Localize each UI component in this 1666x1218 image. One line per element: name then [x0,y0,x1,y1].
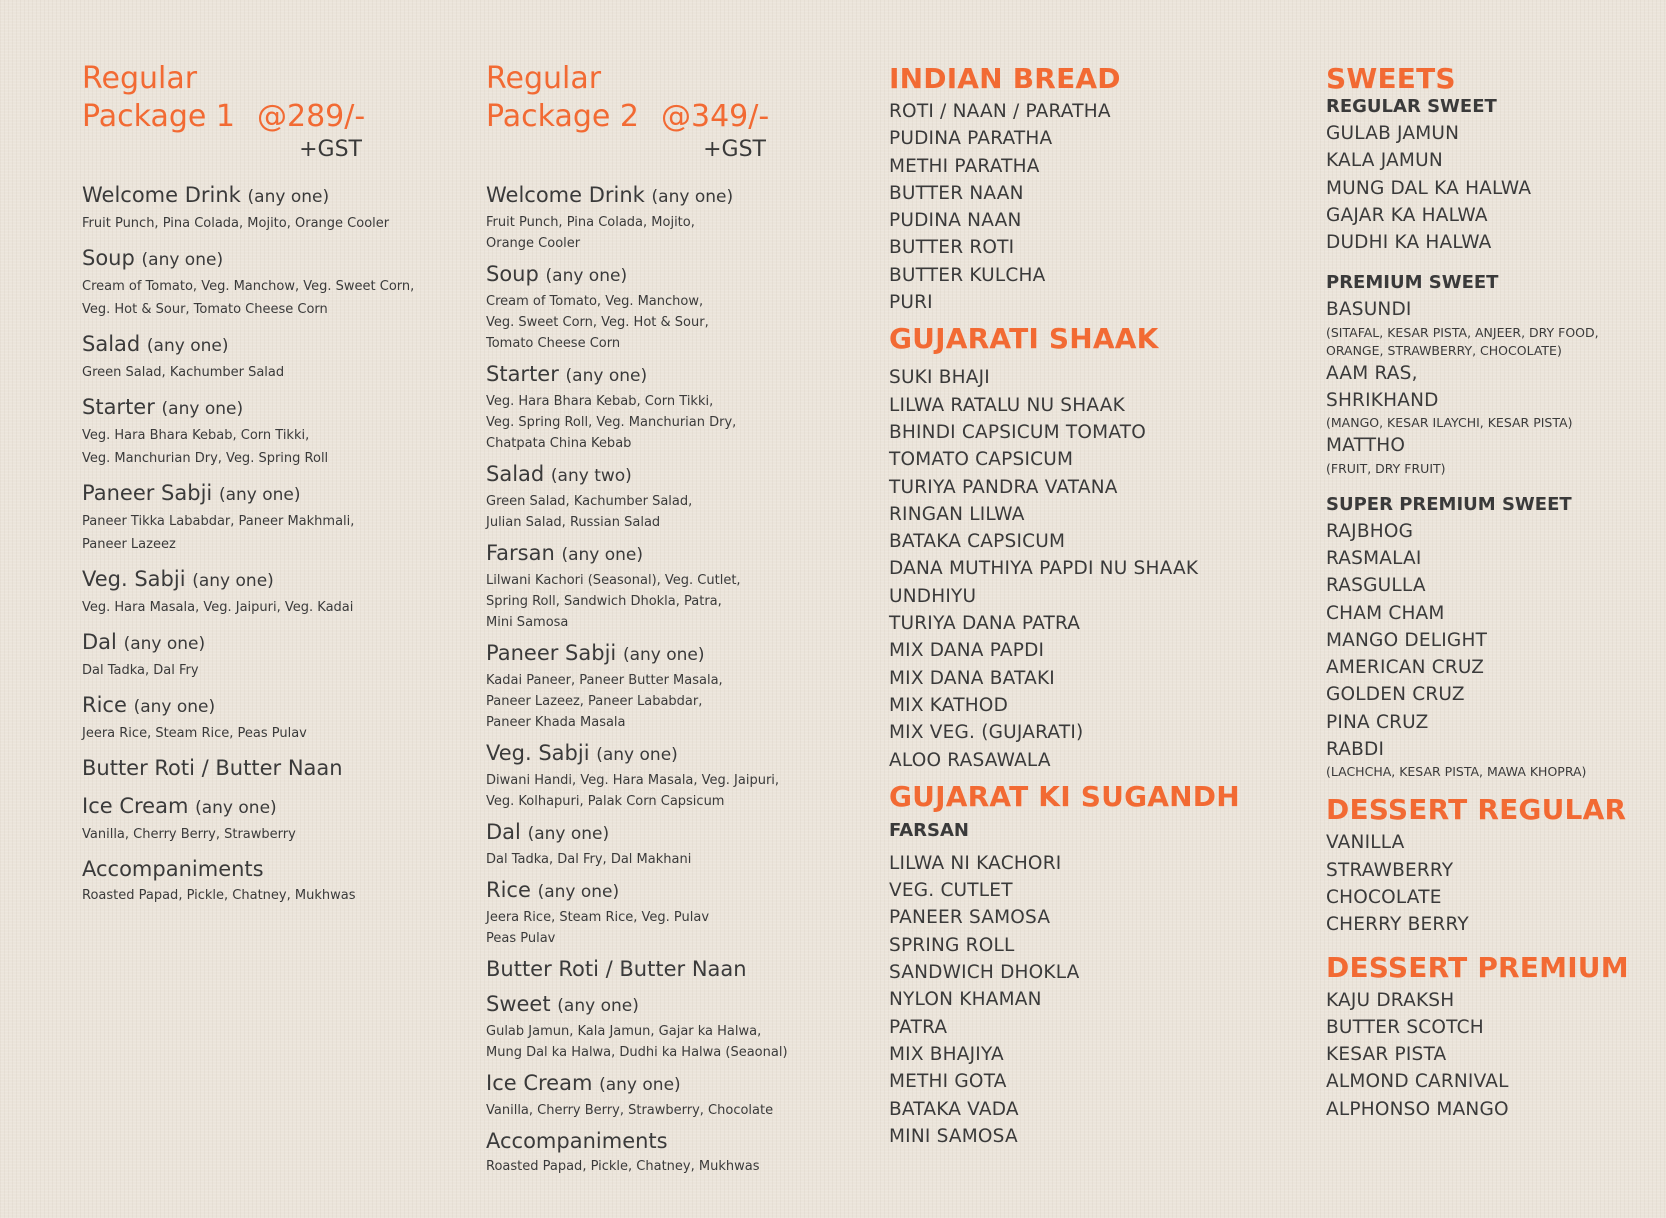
section-heading [486,459,826,491]
gujarati-shaak-list [889,364,1309,773]
section-heading [82,564,442,596]
section-items: Cream of Tomato, Veg. Manchow, Veg. Sweet Corn, [82,279,415,294]
list-item: RASMALAI [1326,547,1422,569]
section-items: Green Salad, Kachumber Salad, [486,494,693,509]
list-item: LILWA NI KACHORI [889,852,1062,874]
menu-section [82,753,442,783]
package-1-title-line1: Regular [82,61,198,96]
menu-section [486,359,826,454]
section-heading [82,392,442,424]
dessert-premium-title: DESSERT PREMIUM [1326,950,1629,984]
package-1-gst: +GST [299,137,362,162]
section-heading-text: Starter [82,395,155,419]
list-item: MIX DANA BATAKI [889,667,1055,689]
section-note: (any one) [192,571,274,591]
section-items: Vanilla, Cherry Berry, Strawberry [82,827,296,842]
section-items: Paneer Lazeez [82,537,176,552]
list-item: SHRIKHAND [1326,390,1439,412]
section-note: (any one) [537,882,620,902]
list-item: UNDHIYU [889,585,977,607]
dessert-regular-list [1326,829,1666,938]
menu-section [486,180,826,254]
list-item: AMERICAN CRUZ [1326,657,1485,679]
section-items: Veg. Kolhapuri, Palak Corn Capsicum [486,794,725,809]
section-heading-text: Paneer Sabji [82,481,213,505]
menu-section [82,180,442,235]
section-heading-text: Butter Roti / Butter Naan [486,957,747,981]
menu-section [486,1126,826,1177]
list-item: MINI SAMOSA [889,1125,1018,1147]
menu-section [82,392,442,470]
list-item: MIX VEG. (GUJARATI) [889,722,1084,744]
menu-section [82,791,442,846]
indian-bread-title: INDIAN BREAD [889,62,1121,95]
regular-sweet-list [1326,120,1666,256]
list-item: PATRA [889,1016,948,1038]
list-item: PANEER SAMOSA [889,907,1051,929]
section-heading [486,259,826,291]
section-heading-text: Welcome Drink [82,183,241,207]
section-heading [486,538,826,570]
section-items: Veg. Manchurian Dry, Veg. Spring Roll [82,451,329,466]
list-item: LILWA RATALU NU SHAAK [889,394,1125,416]
list-item: MIX DANA PAPDI [889,640,1045,662]
section-note: (any one) [161,399,244,419]
item-note: (MANGO, KESAR ILAYCHI, KESAR PISTA) [1326,415,1573,431]
section-heading-text: Accompaniments [82,857,264,881]
section-heading [82,329,442,361]
section-note: (any one) [527,824,610,844]
list-item: BUTTER NAAN [889,182,1024,204]
section-heading [486,954,826,984]
package-2-column [486,60,826,1182]
section-heading [486,638,826,670]
dessert-regular-title: DESSERT REGULAR [1326,793,1627,827]
section-items: Green Salad, Kachumber Salad [82,365,285,380]
section-heading-text: Sweet [486,992,551,1016]
package-1-price: @289/- [256,99,366,134]
section-heading [486,989,826,1021]
section-note: (any one) [565,366,648,386]
section-note: (any one) [622,645,705,665]
section-heading [82,180,442,212]
menu-section [486,954,826,984]
section-items: Kadai Paneer, Paneer Butter Masala, [486,673,723,688]
section-note: (any one) [218,485,301,505]
section-heading [486,359,826,391]
list-item: MANGO DELIGHT [1326,629,1488,651]
list-item: KAJU DRAKSH [1326,989,1455,1011]
column-3 [889,60,1309,1150]
section-items: Paneer Lazeez, Paneer Lababdar, [486,694,703,709]
list-item: METHI PARATHA [889,155,1040,177]
section-heading-text: Dal [486,820,521,844]
section-items: Veg. Hot & Sour, Tomato Cheese Corn [82,302,328,317]
indian-bread-list [889,98,1309,316]
section-heading-text: Ice Cream [486,1071,593,1095]
section-heading-text: Salad [82,332,141,356]
section-items: Diwani Handi, Veg. Hara Masala, Veg. Jaipuri, [486,773,780,788]
section-heading [486,1126,826,1156]
section-heading-text: Paneer Sabji [486,641,617,665]
section-note: (any one) [133,697,216,717]
dessert-premium-list [1326,987,1666,1123]
menu-section [82,854,442,907]
menu-section [486,1068,826,1121]
section-note: (any one) [195,798,277,818]
section-items: Veg. Hara Masala, Veg. Jaipuri, Veg. Kadai [82,600,354,615]
package-2-title-line1: Regular [486,61,602,96]
list-item: BATAKA CAPSICUM [889,531,1066,553]
section-heading-text: Ice Cream [82,794,189,818]
list-item: RINGAN LILWA [889,503,1025,525]
menu-section [82,627,442,682]
farsan-list [889,850,1309,1150]
section-items: Roasted Papad, Pickle, Chatney, Mukhwas [486,1159,760,1174]
section-heading-text: Soup [486,262,539,286]
item-note: (FRUIT, DRY FRUIT) [1326,460,1446,476]
list-item: CHOCOLATE [1326,886,1442,908]
menu-section [486,459,826,533]
section-items: Jeera Rice, Steam Rice, Peas Pulav [82,726,307,741]
list-item: ALOO RASAWALA [889,749,1051,771]
section-items: Julian Salad, Russian Salad [486,515,661,530]
list-item: RABDI [1326,739,1385,761]
section-items: Mini Samosa [486,615,569,630]
package-2-price: @349/- [660,99,770,134]
section-heading [82,753,442,783]
list-item: MATTHO [1326,435,1406,457]
section-items: Paneer Khada Masala [486,715,626,730]
section-items: Roasted Papad, Pickle, Chatney, Mukhwas [82,888,356,903]
list-item: BUTTER KULCHA [889,264,1046,286]
list-item: ALPHONSO MANGO [1326,1098,1509,1120]
list-item: MIX KATHOD [889,694,1009,716]
item-note: (LACHCHA, KESAR PISTA, MAWA KHOPRA) [1326,764,1587,780]
menu-section [82,478,442,556]
farsan-subtitle: FARSAN [889,819,969,841]
list-item: PINA CRUZ [1326,711,1429,733]
package-1-column [82,60,442,915]
list-item: PURI [889,292,933,314]
list-item: BASUNDI [1326,299,1412,321]
sweets-title: SWEETS [1326,62,1456,95]
section-heading-text: Rice [82,693,127,717]
list-item: BATAKA VADA [889,1098,1019,1120]
section-items: Veg. Hara Bhara Kebab, Corn Tikki, [486,394,714,409]
list-item: TOMATO CAPSICUM [889,449,1074,471]
section-items: Veg. Hara Bhara Kebab, Corn Tikki, [82,428,310,443]
section-heading-text: Accompaniments [486,1129,668,1153]
item-note: ORANGE, STRAWBERRY, CHOCOLATE) [1326,342,1562,358]
regular-sweet-subtitle: REGULAR SWEET [1326,96,1497,117]
section-items: Dal Tadka, Dal Fry [82,663,199,678]
list-item: TURIYA PANDRA VATANA [889,476,1118,498]
package-2-gst: +GST [703,137,766,162]
section-heading-text: Butter Roti / Butter Naan [82,756,343,780]
section-items: Vanilla, Cherry Berry, Strawberry, Chocolate [486,1103,774,1118]
section-heading-text: Farsan [486,541,555,565]
section-items: Veg. Spring Roll, Veg. Manchurian Dry, [486,415,737,430]
section-heading [82,854,442,884]
section-items: Mung Dal ka Halwa, Dudhi ka Halwa (Seaonal) [486,1045,788,1060]
premium-sweet-subtitle: PREMIUM SWEET [1326,272,1499,294]
section-note: (any one) [247,187,330,207]
section-note: (any one) [557,996,639,1016]
list-item: SPRING ROLL [889,934,1015,956]
list-item: RASGULLA [1326,575,1426,597]
section-heading-text: Rice [486,878,531,902]
section-heading-text: Veg. Sabji [486,741,590,765]
list-item: TURIYA DANA PATRA [889,613,1081,635]
section-note: (any one) [146,336,229,356]
section-heading [486,817,826,849]
section-items: Orange Cooler [486,236,581,251]
section-heading-text: Veg. Sabji [82,567,186,591]
section-heading-text: Salad [486,462,545,486]
list-item: GULAB JAMUN [1326,123,1460,144]
section-items: Fruit Punch, Pina Colada, Mojito, [486,215,695,230]
list-item: PUDINA PARATHA [889,128,1053,150]
list-item: DUDHI KA HALWA [1326,232,1492,254]
section-heading-text: Welcome Drink [486,183,645,207]
menu-section [486,817,826,870]
section-heading [82,627,442,659]
list-item: PUDINA NAAN [889,210,1022,232]
list-item: KESAR PISTA [1326,1044,1447,1066]
menu-section [486,989,826,1063]
list-item: SANDWICH DHOKLA [889,962,1080,984]
section-note: (any one) [651,187,734,207]
package-2-name: Package 2 [486,99,639,134]
section-items: Gulab Jamun, Kala Jamun, Gajar ka Halwa, [486,1024,762,1039]
section-items: Chatpata China Kebab [486,436,632,451]
section-heading [82,478,442,510]
list-item: RAJBHOG [1326,520,1414,542]
section-items: Jeera Rice, Steam Rice, Veg. Pulav [486,910,710,925]
menu-section [486,538,826,633]
list-item: AAM RAS, [1326,362,1418,384]
section-heading [486,738,826,770]
super-premium-sweet-subtitle: SUPER PREMIUM SWEET [1326,493,1572,515]
section-items: Paneer Tikka Lababdar, Paneer Makhmali, [82,514,355,529]
section-items: Peas Pulav [486,931,556,946]
list-item: MUNG DAL KA HALWA [1326,177,1532,199]
section-items: Tomato Cheese Corn [486,336,621,351]
section-note: (any one) [596,745,678,765]
section-heading-text: Starter [486,362,559,386]
item-note: (SITAFAL, KESAR PISTA, ANJEER, DRY FOOD, [1326,324,1599,340]
section-items: Veg. Sweet Corn, Veg. Hot & Sour, [486,315,709,330]
section-note: (any one) [599,1075,681,1095]
package-1-sections [82,180,442,907]
section-items: Cream of Tomato, Veg. Manchow, [486,294,704,309]
menu-section [82,243,442,321]
section-note: (any one) [123,634,206,654]
section-heading [82,690,442,722]
menu-section [82,690,442,745]
list-item: DANA MUTHIYA PAPDI NU SHAAK [889,558,1199,580]
list-item: MIX BHAJIYA [889,1043,1004,1065]
section-heading [486,180,826,212]
column-4 [1326,60,1666,1123]
section-heading-text: Dal [82,630,117,654]
list-item: NYLON KHAMAN [889,989,1042,1011]
section-heading [82,243,442,275]
section-heading [82,791,442,823]
list-item: GOLDEN CRUZ [1326,684,1465,706]
list-item: ROTI / NAAN / PARATHA [889,101,1111,122]
package-2-sections [486,180,826,1177]
section-note: (any one) [545,266,628,286]
section-note: (any one) [141,250,224,270]
package-2-title [486,60,826,136]
list-item: VANILLA [1326,832,1405,854]
menu-section [82,329,442,384]
menu-section [486,259,826,354]
section-note: (any two) [550,466,632,486]
list-item: KALA JAMUN [1326,150,1443,172]
list-item: BUTTER ROTI [889,237,1015,259]
list-item: ALMOND CARNIVAL [1326,1071,1509,1093]
menu-section [486,738,826,812]
gujarat-ki-sugandh-title: GUJARAT KI SUGANDH [889,779,1240,813]
package-1-title [82,60,442,136]
section-heading-text: Soup [82,246,135,270]
super-premium-sweet-list [1326,518,1666,764]
package-1-name: Package 1 [82,99,235,134]
menu-section [82,564,442,619]
menu-section [486,875,826,949]
section-items: Spring Roll, Sandwich Dhokla, Patra, [486,594,722,609]
section-note: (any one) [561,545,644,565]
section-heading [486,875,826,907]
section-items: Dal Tadka, Dal Fry, Dal Makhani [486,852,692,867]
list-item: METHI GOTA [889,1071,1007,1093]
list-item: BHINDI CAPSICUM TOMATO [889,421,1147,443]
section-heading [486,1068,826,1100]
list-item: VEG. CUTLET [889,880,1013,902]
list-item: GAJAR KA HALWA [1326,204,1488,226]
list-item: STRAWBERRY [1326,859,1454,881]
list-item: SUKI BHAJI [889,367,990,389]
list-item: CHERRY BERRY [1326,914,1469,936]
gujarati-shaak-title: GUJARATI SHAAK [889,322,1159,356]
section-items: Lilwani Kachori (Seasonal), Veg. Cutlet, [486,573,741,588]
section-items: Fruit Punch, Pina Colada, Mojito, Orange Cooler [82,216,390,231]
menu-section [486,638,826,733]
list-item: BUTTER SCOTCH [1326,1016,1484,1038]
list-item: CHAM CHAM [1326,602,1445,624]
